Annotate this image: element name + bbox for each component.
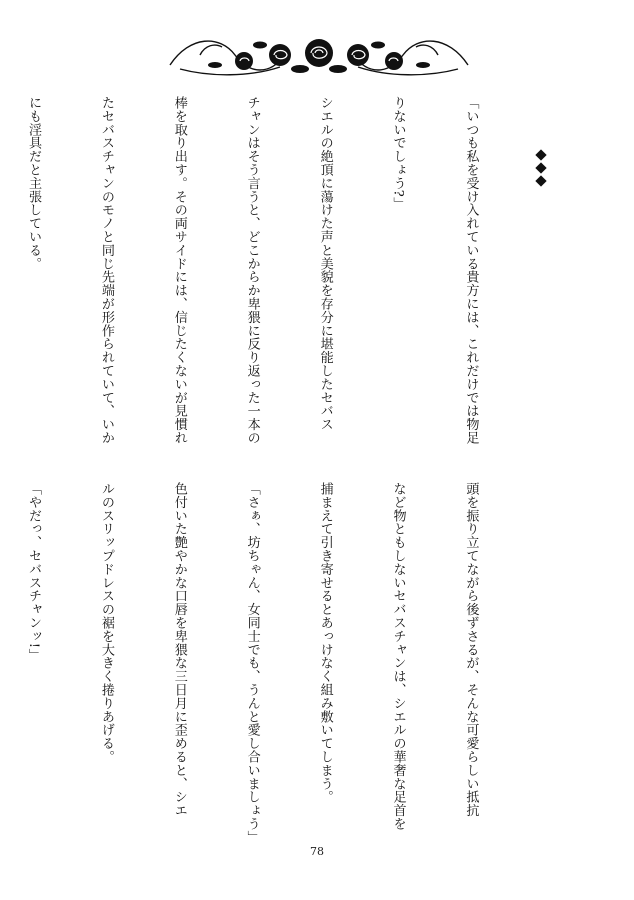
text-line: シエルの絶頂に蕩けた声と美貌を存分に堪能したセバス — [317, 96, 333, 431]
text-line: 「やだっ、セバスチャンッ!」 — [26, 482, 42, 662]
text-line: 色付いた艶やかな口唇を卑猥な三日月に歪めると、シエ — [171, 482, 187, 817]
text-line: 棒を取り出す。その両サイドには、信じたくないが見慣れ — [171, 96, 187, 445]
text-line: ルのスリップドレスの裾を大きく捲りあげる。 — [98, 482, 114, 764]
section-break-mark — [532, 150, 550, 186]
diamond-icon — [535, 175, 546, 186]
text-line: 「いつも私を受け入れている貴方には、これだけでは物足 — [463, 96, 479, 445]
rose-ornament-header — [160, 25, 478, 85]
text-line: など物ともしないセバスチャンは、シエルの華奢な足首を — [390, 482, 406, 831]
text-block-lower — [26, 482, 531, 844]
text-line: 「さぁ、坊ちゃん、女同士でも、うんと愛し合いましょう」 — [244, 482, 260, 844]
page-number: 78 — [310, 845, 324, 858]
text-line: にも淫具だと主張している。 — [26, 96, 42, 271]
text-line: 捕まえて引き寄せるとあっけなく組み敷いてしまう。 — [317, 482, 333, 804]
diamond-icon — [535, 149, 546, 160]
diamond-icon — [535, 162, 546, 173]
text-line: りないでしょう?」 — [390, 96, 406, 211]
text-line: チャンはそう言うと、どこからか卑猥に反り返った一本の — [244, 96, 260, 445]
text-block-upper — [26, 96, 531, 451]
text-line: たセバスチャンのモノと同じ先端が形作られていて、いか — [98, 96, 114, 445]
text-line: 頭を振り立てながら後ずさるが、そんな可愛らしい抵抗 — [463, 482, 479, 817]
